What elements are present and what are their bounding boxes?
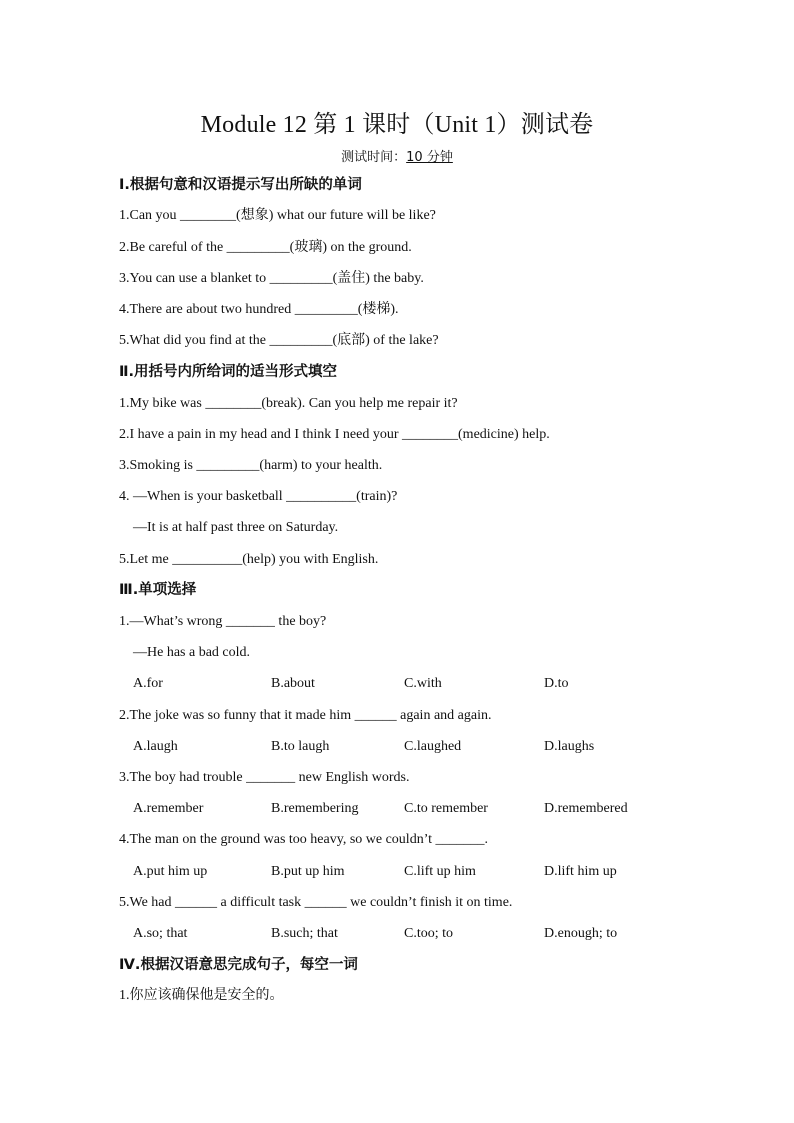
section-1-question: 2.Be careful of the _________(玻璃) on the ground. [119,240,412,255]
section-2-heading: Ⅱ.用括号内所给词的适当形式填空 [119,364,338,380]
mc-question: 2.The joke was so funny that it made him ______ again and again. [119,708,492,723]
mc-option-c: C.lift up him [404,864,476,879]
mc-option-a: A.laugh [133,739,178,754]
mc-option-d: D.remembered [544,801,628,816]
mc-question: 3.The boy had trouble _______ new English words. [119,770,410,785]
section-2-question: 3.Smoking is _________(harm) to your health. [119,458,383,473]
mc-option-b: B.about [271,676,315,691]
mc-question: 4.The man on the ground was too heavy, so we couldn’t _______. [119,832,488,847]
test-time-label: 测试时间： [341,150,407,165]
section-2-answer-line: —It is at half past three on Saturday. [133,520,339,535]
test-time [0,146,794,165]
mc-option-c: C.with [404,676,442,691]
mc-option-c: C.to remember [404,801,488,816]
section-2-question: 1.My bike was ________(break). Can you help me repair it? [119,396,458,411]
mc-option-d: D.to [544,676,569,691]
mc-option-d: D.enough; to [544,926,618,941]
section-2-question: 5.Let me __________(help) you with English. [119,552,379,567]
mc-option-a: A.for [133,676,163,691]
mc-option-c: C.laughed [404,739,462,754]
section-2-question: 2.I have a pain in my head and I think I need your ________(medicine) help. [119,427,550,442]
section-4-heading: Ⅳ.根据汉语意思完成句子，每空一词 [119,957,358,973]
mc-option-d: D.laughs [544,739,595,754]
section-1-question: 1.Can you ________(想象) what our future will be like? [119,208,436,223]
section-3-heading: Ⅲ.单项选择 [119,582,197,598]
mc-option-c: C.too; to [404,926,454,941]
section-1-heading: Ⅰ.根据句意和汉语提示写出所缺的单词 [119,177,362,193]
test-time-value: 10 分钟 [406,150,453,165]
page-title: Module 12 第 1 课时（Unit 1）测试卷 [200,112,594,138]
mc-option-a: A.remember [133,801,204,816]
mc-option-b: B.remembering [271,801,359,816]
mc-option-a: A.put him up [133,864,208,879]
mc-option-b: B.put up him [271,864,345,879]
section-1-question: 5.What did you find at the _________(底部) of the lake? [119,333,439,348]
mc-question-dialogue: —He has a bad cold. [133,645,251,660]
section-1-question: 4.There are about two hundred _________(楼梯). [119,302,399,317]
section-4-question: 1.你应该确保他是安全的。 [119,988,284,1003]
mc-question: 5.We had ______ a difficult task ______ we couldn’t finish it on time. [119,895,513,910]
section-2-question: 4. —When is your basketball __________(train)? [119,489,398,504]
mc-option-b: B.to laugh [271,739,330,754]
mc-option-d: D.lift him up [544,864,617,879]
section-1-question: 3.You can use a blanket to _________(盖住) the baby. [119,271,424,286]
mc-option-a: A.so; that [133,926,188,941]
mc-question: 1.—What’s wrong _______ the boy? [119,614,327,629]
mc-option-b: B.such; that [271,926,338,941]
